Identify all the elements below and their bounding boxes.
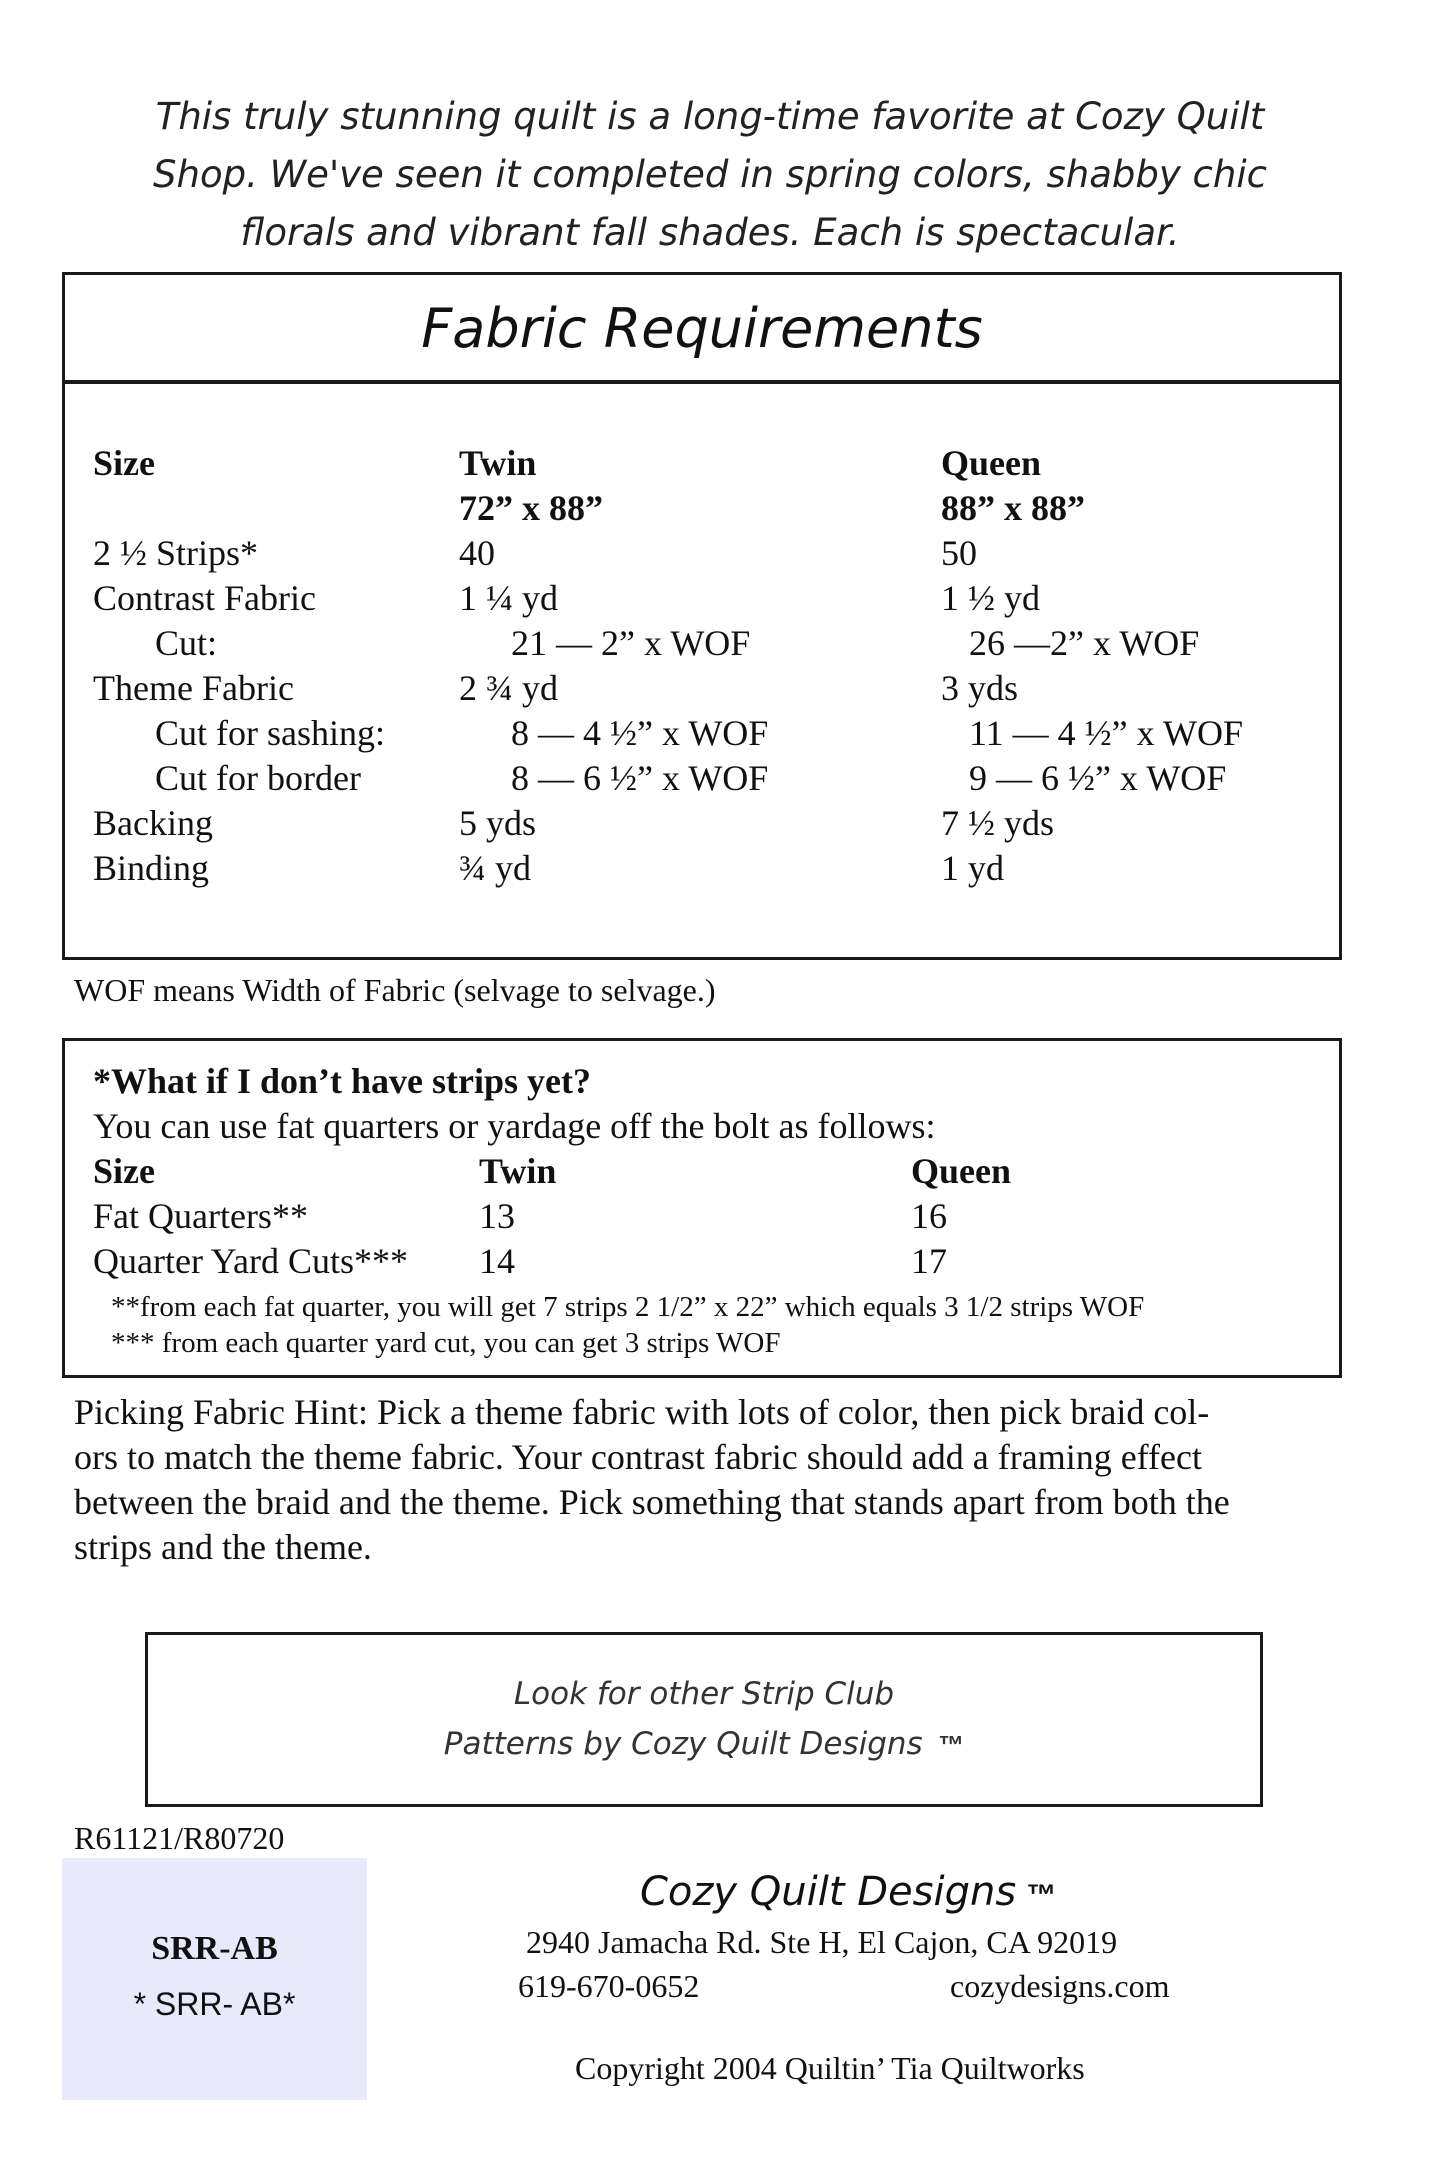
row-label: Backing <box>93 803 213 843</box>
strips-footnote-2: *** from each quarter yard cut, you can get 3 strips WOF <box>111 1327 781 1359</box>
row-queen: 7 ½ yds <box>941 803 1055 843</box>
strips-footnote-1: **from each fat quarter, you will get 7 strips 2 1/2” x 22” which equals 3 1/2 strips WOF <box>111 1291 1145 1323</box>
other-patterns-line-1: Look for other Strip Club <box>513 1676 895 1712</box>
strips-row-twin: 14 <box>479 1241 515 1281</box>
wof-note: WOF means Width of Fabric (selvage to selvage.) <box>74 972 716 1008</box>
strips-row-label: Fat Quarters** <box>93 1196 308 1236</box>
strips-header-queen: Queen <box>911 1151 1012 1191</box>
other-patterns-box <box>145 1632 1263 1807</box>
hint-line: strips and the theme. <box>74 1527 372 1567</box>
company-website[interactable]: cozydesigns.com <box>950 1968 1170 2004</box>
row-twin: 5 yds <box>459 803 537 843</box>
sku-barcode-text: * SRR- AB* <box>133 1986 296 2022</box>
header-queen: Queen <box>941 443 1042 483</box>
strips-question: *What if I don’t have strips yet? <box>93 1061 592 1101</box>
row-queen: 1 ½ yd <box>941 578 1040 618</box>
strips-row-label: Quarter Yard Cuts*** <box>93 1241 408 1281</box>
company-phone: 619-670-0652 <box>518 1968 700 2004</box>
row-queen: 1 yd <box>941 848 1004 888</box>
strips-row-queen: 17 <box>911 1241 947 1281</box>
row-twin: 2 ¾ yd <box>459 668 558 708</box>
strips-subtitle: You can use fat quarters or yardage off the bolt as follows: <box>93 1106 936 1146</box>
row-twin: 8 — 4 ½” x WOF <box>511 713 769 753</box>
hint-line: Picking Fabric Hint: Pick a theme fabric with lots of color, then pick braid col- <box>74 1392 1210 1432</box>
trademark-symbol: ™ <box>938 1730 965 1760</box>
row-twin: 21 — 2” x WOF <box>511 623 751 663</box>
queen-dimensions: 88” x 88” <box>941 488 1085 528</box>
row-label: Theme Fabric <box>93 668 294 708</box>
row-queen: 11 — 4 ½” x WOF <box>969 713 1243 753</box>
sku-code: SRR-AB <box>151 1930 278 1967</box>
fabric-requirements-table <box>62 380 1342 960</box>
row-queen: 50 <box>941 533 977 573</box>
twin-dimensions: 72” x 88” <box>459 488 603 528</box>
company-name: Cozy Quilt Designs <box>640 1869 1017 1915</box>
row-queen: 26 —2” x WOF <box>969 623 1200 663</box>
row-queen: 9 — 6 ½” x WOF <box>969 758 1227 798</box>
hint-line: ors to match the theme fabric. Your contrast fabric should add a framing effect <box>74 1437 1202 1477</box>
intro-line: This truly stunning quilt is a long-time favorite at Cozy Quilt <box>155 95 1265 138</box>
intro-text <box>70 88 1350 262</box>
strips-row-twin: 13 <box>479 1196 515 1236</box>
other-patterns-line-2: Patterns by Cozy Quilt Designs <box>443 1726 923 1762</box>
row-twin: ¾ yd <box>459 848 531 888</box>
row-label: 2 ½ Strips* <box>93 533 259 573</box>
fabric-requirements-title-box <box>62 272 1342 384</box>
strips-header-size: Size <box>93 1151 155 1191</box>
row-label: Cut for border <box>155 758 361 798</box>
row-twin: 1 ¼ yd <box>459 578 558 618</box>
header-size: Size <box>93 443 155 483</box>
strips-alternative-box <box>62 1038 1342 1378</box>
picking-fabric-hint <box>74 1390 1344 1570</box>
company-address: 2940 Jamacha Rd. Ste H, El Cajon, CA 92019 <box>526 1924 1118 1960</box>
row-twin: 8 — 6 ½” x WOF <box>511 758 769 798</box>
sku-box <box>62 1858 367 2100</box>
hint-line: between the braid and the theme. Pick something that stands apart from both the <box>74 1482 1230 1522</box>
row-queen: 3 yds <box>941 668 1019 708</box>
row-label: Binding <box>93 848 210 888</box>
strips-header-twin: Twin <box>479 1151 557 1191</box>
row-label: Contrast Fabric <box>93 578 316 618</box>
company-trademark: ™ <box>1026 1879 1057 1912</box>
revision-code: R61121/R80720 <box>74 1820 285 1856</box>
intro-line: Shop. We've seen it completed in spring colors, shabby chic <box>153 153 1267 196</box>
copyright: Copyright 2004 Quiltin’ Tia Quiltworks <box>575 2050 1085 2086</box>
fabric-requirements-title: Fabric Requirements <box>421 296 983 360</box>
row-label: Cut: <box>155 623 218 663</box>
header-twin: Twin <box>459 443 537 483</box>
row-label: Cut for sashing: <box>155 713 385 753</box>
intro-line: florals and vibrant fall shades. Each is spectacular. <box>240 211 1180 254</box>
strips-row-queen: 16 <box>911 1196 947 1236</box>
row-twin: 40 <box>459 533 495 573</box>
